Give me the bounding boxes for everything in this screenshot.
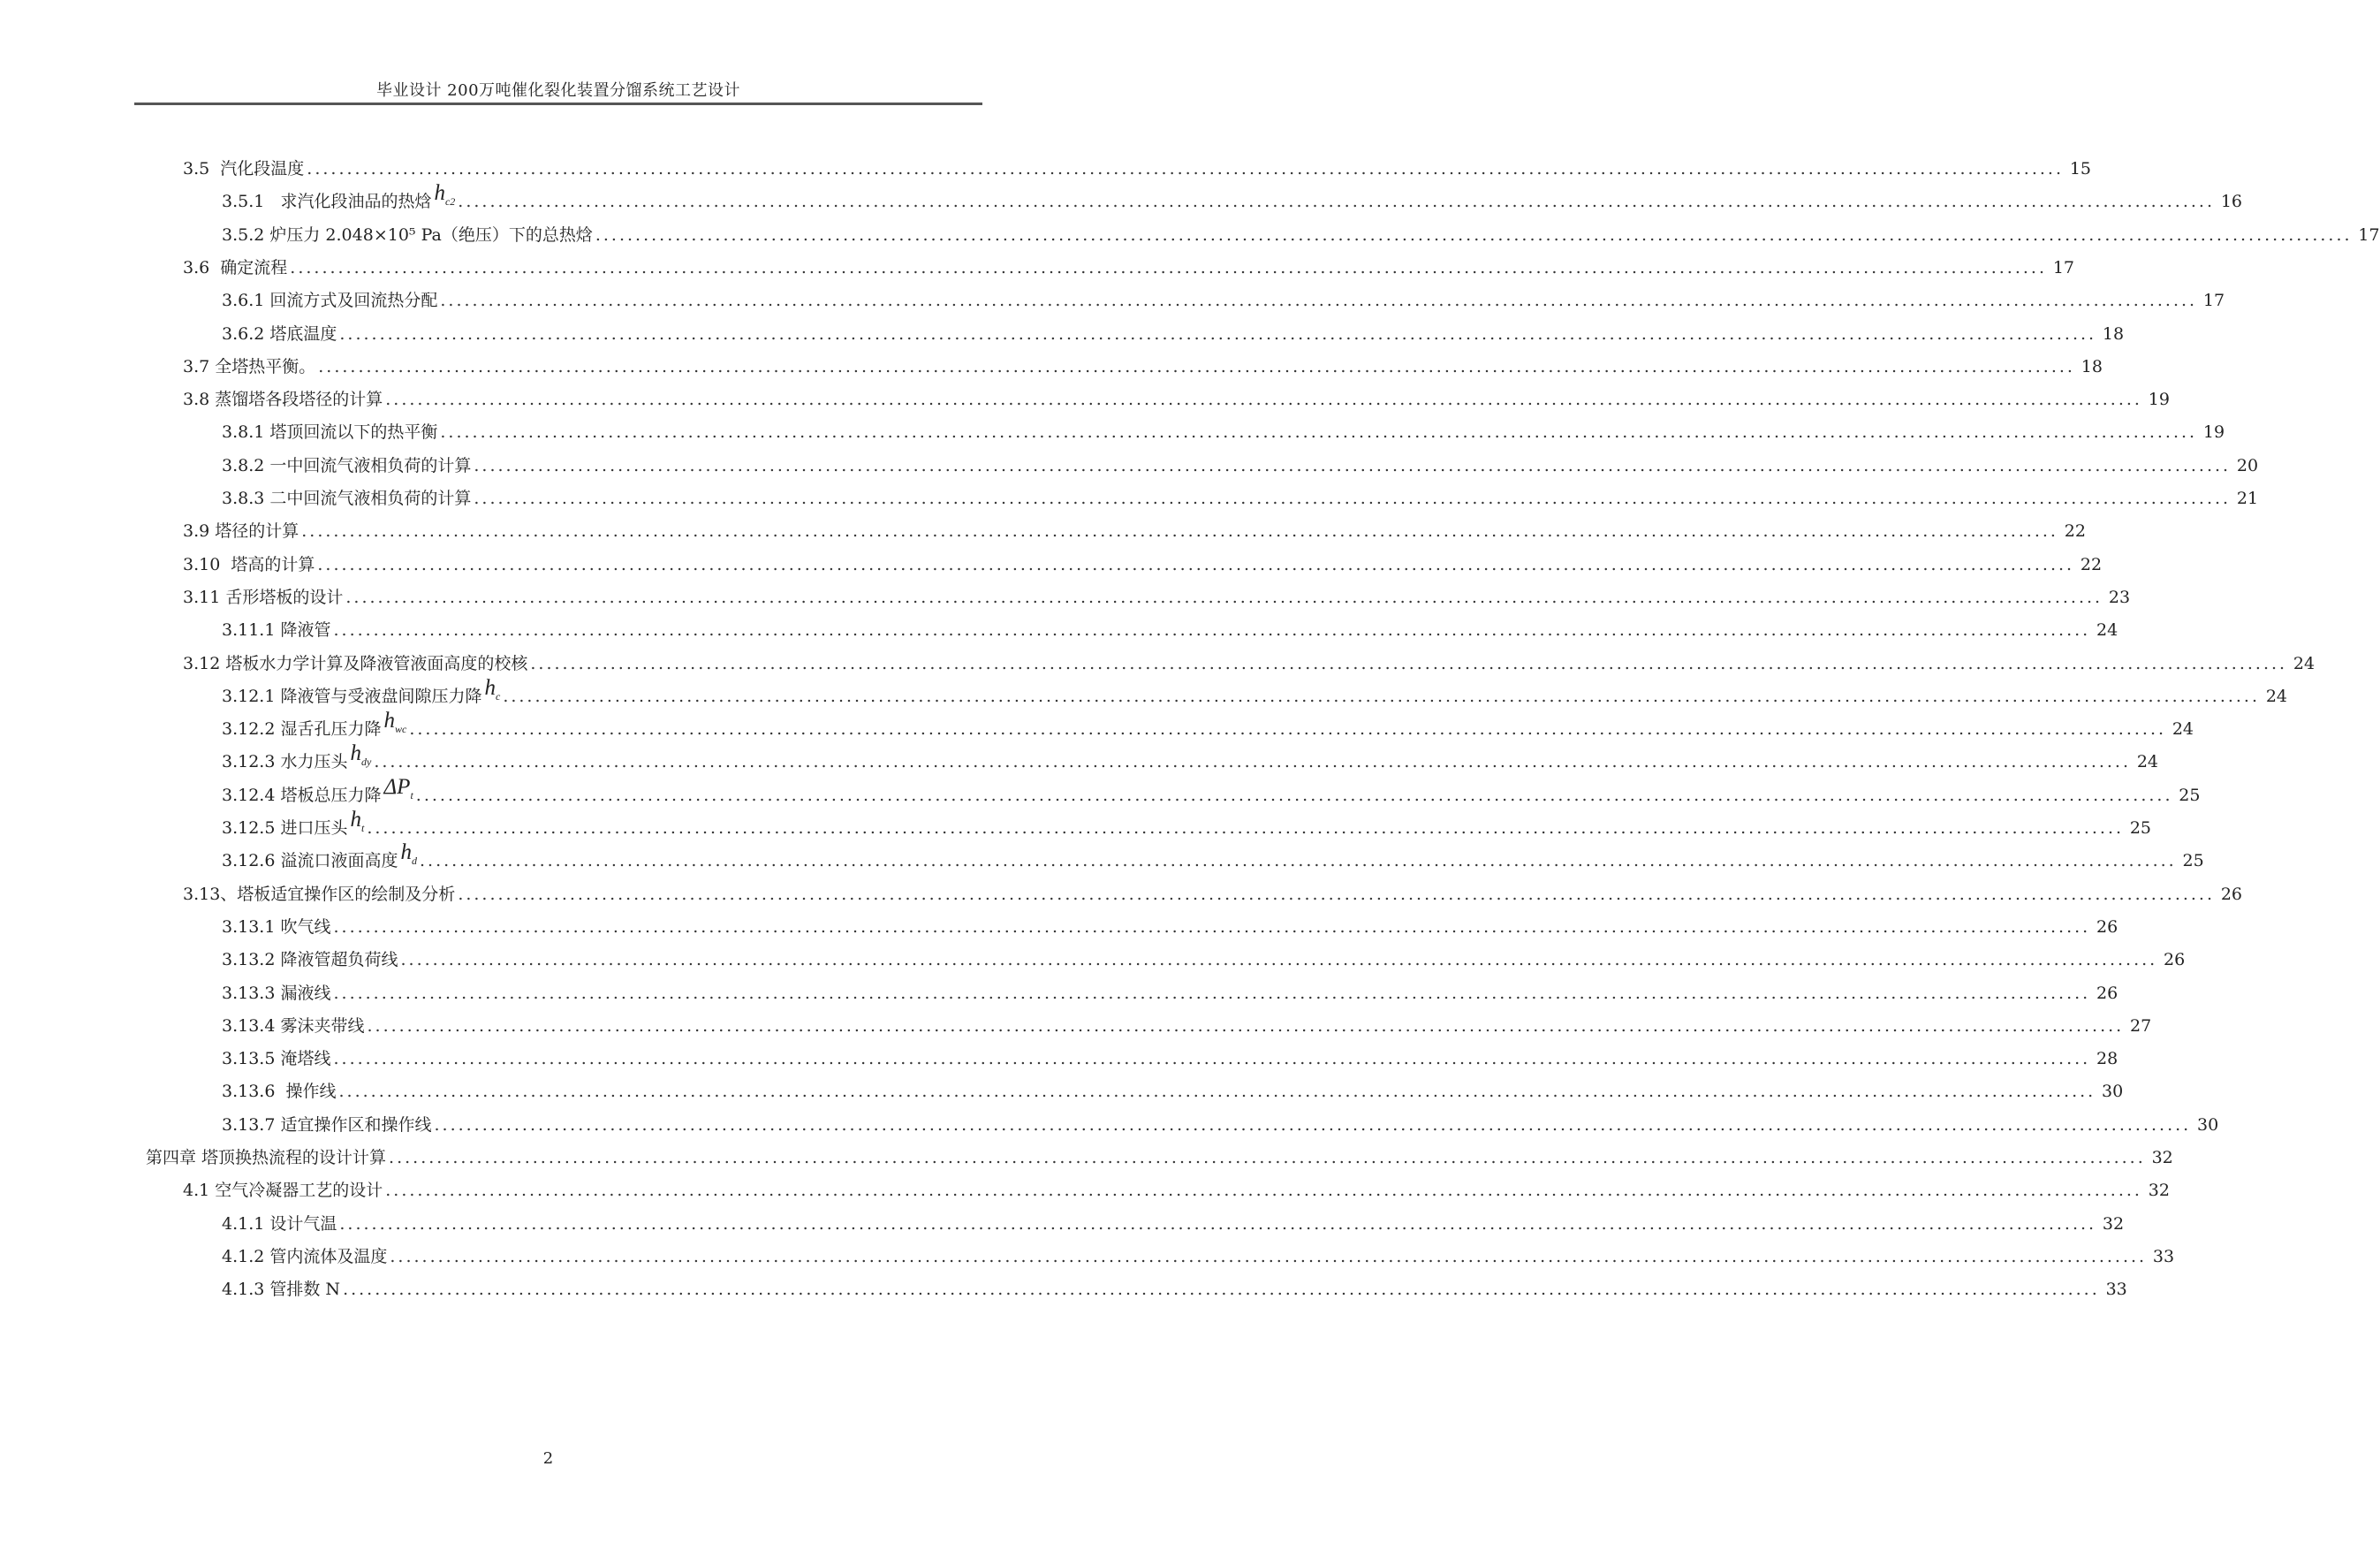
toc-entry-label: 4.1.1 设计气温 xyxy=(222,1213,337,1234)
dot-leader: ............................................................................................................................................................................................................................ xyxy=(339,323,2097,344)
dot-leader: ............................................................................................................................................................................................................................ xyxy=(415,785,2173,805)
symbol-base: h xyxy=(484,675,496,700)
dot-leader: ............................................................................................................................................................................................................................ xyxy=(385,390,2142,410)
toc-entry-label: 3.13.5 淹塔线 xyxy=(222,1049,331,1069)
dot-leader: ............................................................................................................................................................................................................................ xyxy=(434,1114,2192,1135)
symbol-base: h xyxy=(350,741,361,766)
toc-entry[interactable] xyxy=(222,482,2259,508)
toc-entry[interactable] xyxy=(183,251,2074,277)
dot-leader: ............................................................................................................................................................................................................................ xyxy=(400,950,2158,970)
dot-leader: ............................................................................................................................................................................................................................ xyxy=(367,1015,2125,1036)
symbol-subscript: c xyxy=(495,689,501,703)
symbol-subscript: dy xyxy=(360,756,372,769)
running-header: 毕业设计 200万吨催化裂化装置分馏系统工艺设计 xyxy=(375,81,741,100)
toc-entry-label: 4.1.2 管内流体及温度 xyxy=(222,1246,388,1266)
toc-entry-symbol xyxy=(383,774,413,805)
toc-entry-label: 3.12 塔板水力学计算及降液管液面高度的校核 xyxy=(183,653,528,673)
toc-entry-label: 3.8.1 塔顶回流以下的热平衡 xyxy=(222,422,438,443)
dot-leader: ............................................................................................................................................................................................................................ xyxy=(290,257,2047,277)
toc-entry[interactable] xyxy=(183,878,2243,904)
toc-entry-label: 3.13.3 漏液线 xyxy=(222,983,331,1003)
dot-leader: ............................................................................................................................................................................................................................ xyxy=(389,1148,2146,1167)
dot-leader: ............................................................................................................................................................................................................................ xyxy=(474,489,2232,508)
toc-entry-page: 16 xyxy=(2220,192,2242,212)
dot-leader: ............................................................................................................................................................................................................................ xyxy=(385,1181,2142,1201)
toc-entry-label: 3.13.7 适宜操作区和操作线 xyxy=(222,1114,432,1135)
toc-entry[interactable] xyxy=(183,383,2170,410)
symbol-base: h xyxy=(400,840,412,865)
toc-entry[interactable] xyxy=(222,449,2259,475)
toc-entry-page: 33 xyxy=(2152,1246,2175,1266)
toc-entry-page: 26 xyxy=(2096,916,2119,937)
toc-entry-symbol xyxy=(350,741,372,771)
toc-entry[interactable] xyxy=(222,774,2201,805)
dot-leader: ............................................................................................................................................................................................................................ xyxy=(458,884,2216,904)
toc-entry-label: 3.8.3 二中回流气液相负荷的计算 xyxy=(222,489,472,508)
toc-entry[interactable] xyxy=(222,284,2225,311)
dot-leader: ............................................................................................................................................................................................................................ xyxy=(390,1246,2148,1266)
toc-entry-page: 27 xyxy=(2130,1015,2152,1036)
toc-entry-page: 22 xyxy=(2080,554,2103,574)
toc-entry-symbol xyxy=(350,810,364,838)
toc-entry[interactable] xyxy=(222,415,2225,443)
toc-entry-page: 24 xyxy=(2293,653,2316,673)
toc-entry-symbol xyxy=(400,840,417,870)
toc-entry[interactable] xyxy=(222,741,2159,772)
dot-leader: ............................................................................................................................................................................................................................ xyxy=(374,752,2132,772)
dot-leader: ............................................................................................................................................................................................................................ xyxy=(474,455,2232,475)
toc-entry-label: 3.12.5 进口压头 xyxy=(222,818,348,838)
toc-entry-page: 30 xyxy=(2102,1082,2124,1102)
toc-entry-page: 32 xyxy=(2151,1148,2173,1167)
symbol-base: h xyxy=(383,709,395,733)
toc-entry-page: 17 xyxy=(2202,291,2225,311)
toc-entry-label: 3.6.2 塔底温度 xyxy=(222,323,337,344)
toc-entry-label: 3.13、塔板适宜操作区的绘制及分析 xyxy=(183,884,456,904)
symbol-subscript: c2 xyxy=(444,195,456,209)
toc-entry-label: 3.11.1 降液管 xyxy=(222,620,331,641)
toc-entry[interactable] xyxy=(183,152,2091,179)
dot-leader: ............................................................................................................................................................................................................................ xyxy=(595,224,2353,245)
toc-entry-label: 3.8 蒸馏塔各段塔径的计算 xyxy=(183,390,383,410)
toc-entry[interactable] xyxy=(222,1042,2119,1069)
toc-entry-page: 26 xyxy=(2220,884,2243,904)
toc-entry-page: 24 xyxy=(2136,752,2159,772)
symbol-subscript: t xyxy=(360,822,365,834)
toc-entry-page: 19 xyxy=(2148,390,2170,410)
dot-leader: ............................................................................................................................................................................................................................ xyxy=(458,192,2215,212)
dot-leader: ............................................................................................................................................................................................................................ xyxy=(301,521,2058,542)
dot-leader: ............................................................................................................................................................................................................................ xyxy=(333,983,2091,1003)
dot-leader: ............................................................................................................................................................................................................................ xyxy=(345,587,2103,607)
toc-entry[interactable] xyxy=(183,548,2103,574)
toc-entry-label: 3.12.1 降液管与受液盘间隙压力降 xyxy=(222,686,482,706)
dot-leader: ............................................................................................................................................................................................................................ xyxy=(307,159,2064,179)
toc-entry[interactable] xyxy=(183,581,2131,607)
toc-entry-label: 3.12.3 水力压头 xyxy=(222,752,348,772)
toc-entry-label: 3.6 确定流程 xyxy=(183,257,288,277)
toc-entry-page: 21 xyxy=(2236,489,2259,508)
toc-entry[interactable] xyxy=(222,1240,2175,1266)
toc-entry-label: 3.13.6 操作线 xyxy=(222,1082,337,1102)
toc-entry-page: 17 xyxy=(2052,257,2074,277)
toc-entry-label: 3.12.2 湿舌孔压力降 xyxy=(222,719,382,740)
toc-entry-page: 32 xyxy=(2102,1213,2125,1234)
toc-entry-page: 23 xyxy=(2108,587,2131,607)
toc-entry[interactable] xyxy=(146,1141,2173,1167)
toc-entry[interactable] xyxy=(222,1108,2219,1135)
toc-entry[interactable] xyxy=(222,218,2380,245)
toc-entry-page: 30 xyxy=(2197,1114,2219,1135)
toc-entry-page: 26 xyxy=(2164,950,2186,970)
dot-leader: ............................................................................................................................................................................................................................ xyxy=(419,851,2177,871)
toc-entry-label: 3.9 塔径的计算 xyxy=(183,521,299,542)
toc-entry-label: 3.13.2 降液管超负荷线 xyxy=(222,950,398,970)
toc-entry[interactable] xyxy=(222,910,2119,937)
dot-leader: ............................................................................................................................................................................................................................ xyxy=(440,291,2198,311)
toc-entry[interactable] xyxy=(222,613,2119,641)
toc-entry-page: 20 xyxy=(2236,455,2259,475)
header-rule xyxy=(134,103,982,105)
toc-entry-page: 24 xyxy=(2096,620,2119,641)
toc-entry[interactable] xyxy=(183,514,2086,542)
toc-entry-page: 22 xyxy=(2064,521,2086,542)
toc-entry[interactable] xyxy=(222,1207,2125,1234)
dot-leader: ............................................................................................................................................................................................................................ xyxy=(338,1082,2096,1102)
toc-entry-page: 18 xyxy=(2081,356,2103,376)
toc-entry-page: 26 xyxy=(2096,983,2119,1003)
toc-entry-page: 28 xyxy=(2096,1049,2119,1069)
dot-leader: ............................................................................................................................................................................................................................ xyxy=(333,620,2091,641)
toc-entry-page: 25 xyxy=(2182,851,2204,871)
toc-entry[interactable] xyxy=(222,1009,2152,1036)
toc-entry[interactable] xyxy=(222,1075,2124,1102)
toc-entry-page: 33 xyxy=(2105,1280,2127,1300)
toc-entry[interactable] xyxy=(222,709,2194,740)
toc-entry-page: 17 xyxy=(2358,224,2380,245)
dot-leader: ............................................................................................................................................................................................................................ xyxy=(530,653,2288,673)
symbol-base: ΔP xyxy=(383,774,411,799)
toc-entry-label: 3.12.4 塔板总压力降 xyxy=(222,785,382,805)
toc-entry-label: 3.5.2 炉压力 2.048×10⁵ Pa（绝压）下的总热焓 xyxy=(222,224,593,245)
toc-entry-label: 3.12.6 溢流口液面高度 xyxy=(222,851,398,871)
toc-entry-page: 32 xyxy=(2148,1181,2170,1201)
toc-entry-label: 第四章 塔顶换热流程的设计计算 xyxy=(146,1148,387,1167)
toc-entry-page: 18 xyxy=(2102,323,2125,344)
toc-entry-page: 25 xyxy=(2179,785,2201,805)
dot-leader: ............................................................................................................................................................................................................................ xyxy=(333,1049,2091,1069)
toc-entry-page: 25 xyxy=(2129,818,2152,838)
toc-entry-label: 3.10 塔高的计算 xyxy=(183,554,315,574)
symbol-subscript: t xyxy=(410,788,413,802)
toc-entry[interactable] xyxy=(222,1273,2127,1300)
toc-entry[interactable] xyxy=(222,808,2152,838)
toc-entry-label: 3.5 汽化段温度 xyxy=(183,159,305,179)
dot-leader: ............................................................................................................................................................................................................................ xyxy=(343,1280,2100,1300)
dot-leader: ............................................................................................................................................................................................................................ xyxy=(367,818,2125,838)
toc-entry-label: 3.11 舌形塔板的设计 xyxy=(183,587,344,607)
toc-entry[interactable] xyxy=(183,647,2316,673)
toc-entry[interactable] xyxy=(222,943,2186,970)
toc-entry-label: 3.8.2 一中回流气液相负荷的计算 xyxy=(222,455,472,475)
toc-entry-page: 24 xyxy=(2172,719,2194,740)
dot-leader: ............................................................................................................................................................................................................................ xyxy=(333,916,2091,937)
dot-leader: ............................................................................................................................................................................................................................ xyxy=(409,719,2167,740)
toc-entry-page: 24 xyxy=(2265,686,2288,706)
toc-entry-symbol xyxy=(383,711,406,739)
toc-entry[interactable] xyxy=(183,1174,2170,1201)
symbol-subscript: wc xyxy=(394,723,407,736)
symbol-subscript: d xyxy=(411,855,417,868)
symbol-base: h xyxy=(350,808,361,832)
symbol-base: h xyxy=(434,181,445,206)
toc-entry-label: 3.13.1 吹气线 xyxy=(222,916,331,937)
toc-entry[interactable] xyxy=(222,976,2119,1003)
toc-entry-label: 3.6.1 回流方式及回流热分配 xyxy=(222,291,438,311)
toc-entry[interactable] xyxy=(222,675,2288,706)
dot-leader: ............................................................................................................................................................................................................................ xyxy=(317,554,2075,574)
dot-leader: ............................................................................................................................................................................................................................ xyxy=(318,356,2075,376)
toc-entry-label: 4.1.3 管排数 N xyxy=(222,1280,341,1300)
toc-entry[interactable] xyxy=(183,350,2103,376)
toc-entry-label: 3.5.1 求汽化段油品的热焓 xyxy=(222,192,432,212)
toc-entry[interactable] xyxy=(222,181,2242,212)
toc-entry-symbol xyxy=(434,181,456,211)
dot-leader: ............................................................................................................................................................................................................................ xyxy=(440,422,2198,443)
toc-entry-label: 3.7 全塔热平衡。 xyxy=(183,356,316,376)
toc-entry-symbol xyxy=(484,675,501,706)
toc-entry-label: 4.1 空气冷凝器工艺的设计 xyxy=(183,1181,383,1201)
dot-leader: ............................................................................................................................................................................................................................ xyxy=(503,686,2261,706)
toc-entry-page: 19 xyxy=(2202,422,2225,443)
dot-leader: ............................................................................................................................................................................................................................ xyxy=(339,1213,2097,1234)
toc-entry[interactable] xyxy=(222,317,2125,344)
toc-entry[interactable] xyxy=(222,840,2204,871)
toc-entry-label: 3.13.4 雾沫夹带线 xyxy=(222,1015,365,1036)
page-number: 2 xyxy=(542,1449,554,1468)
toc-entry-page: 15 xyxy=(2069,159,2091,179)
